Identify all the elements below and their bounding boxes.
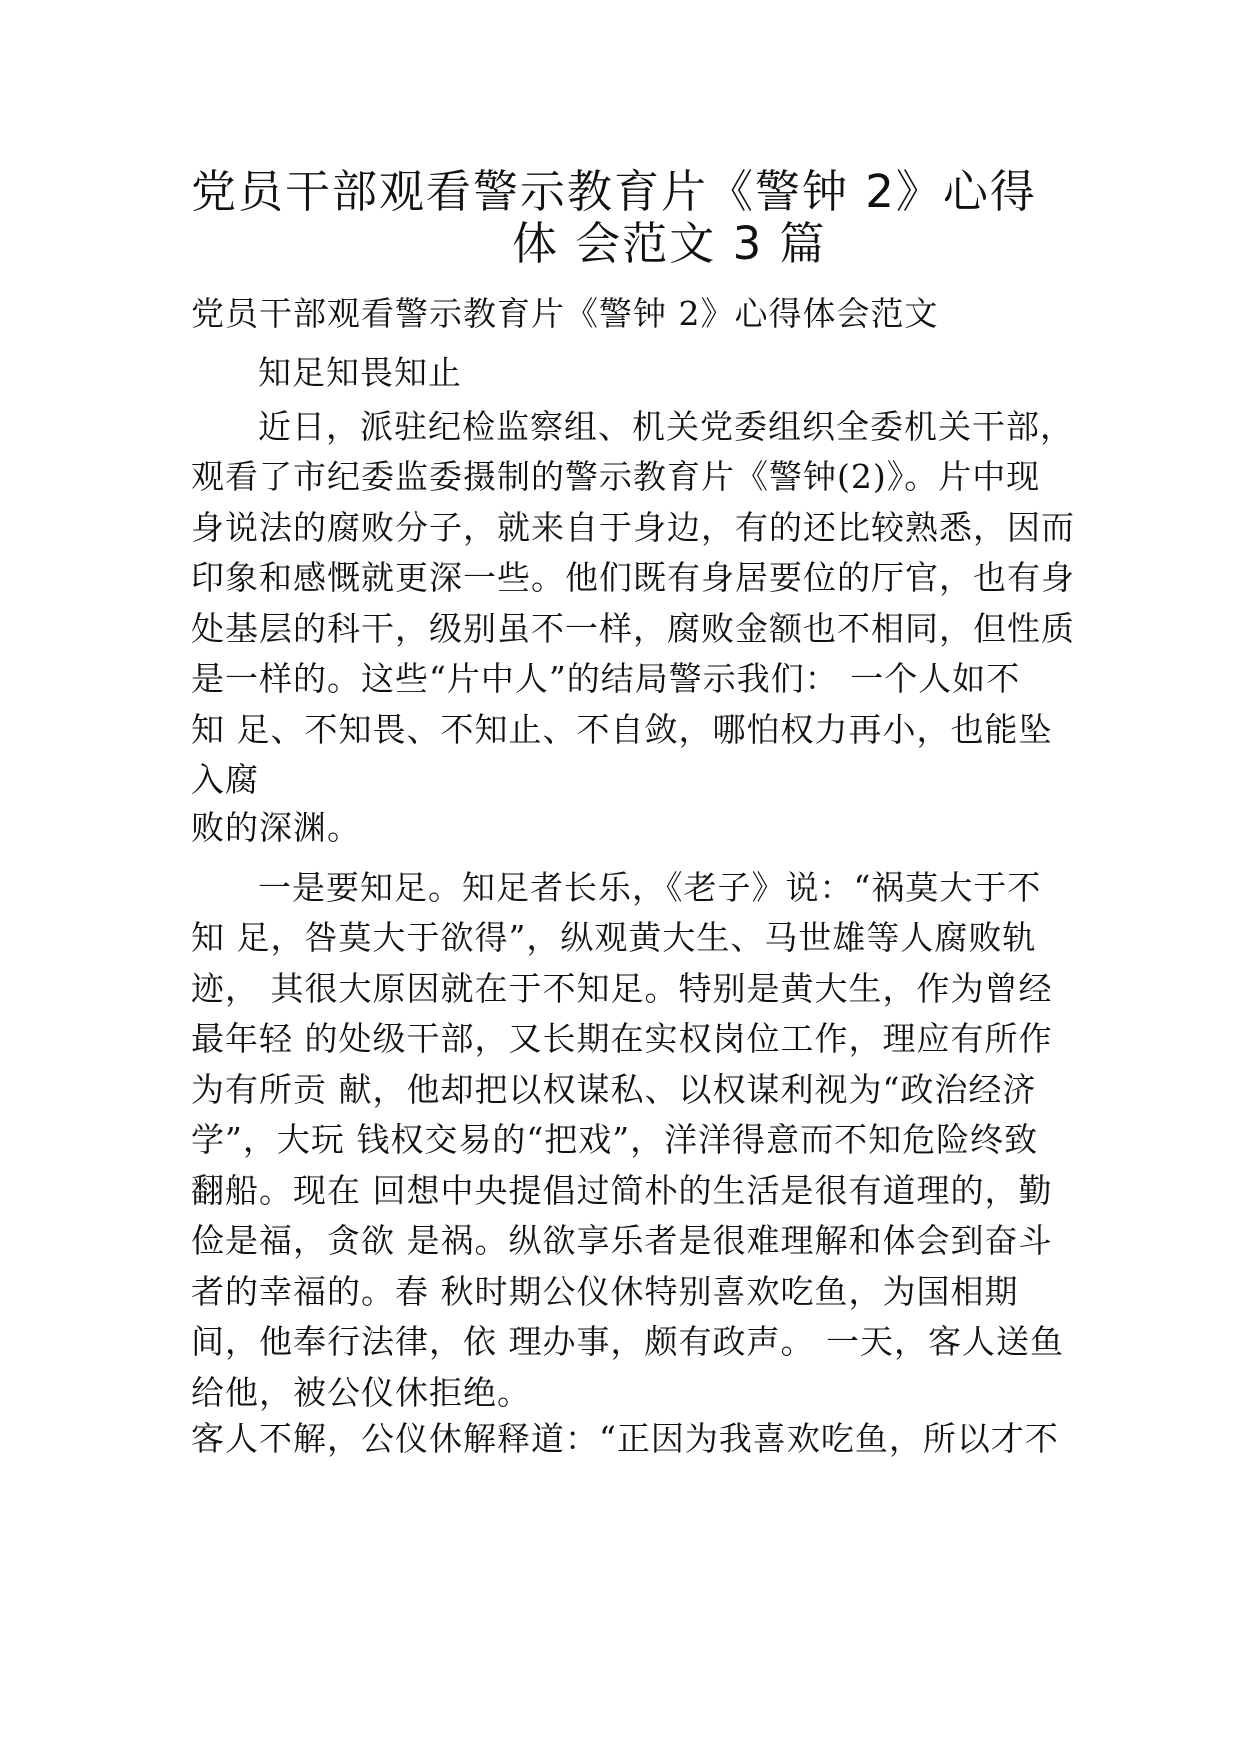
paragraph-line: 最年轻 的处级干部，又长期在实权岗位工作，理应有所作 [191,1019,1053,1058]
paragraph-line: 给他，被公仪休拒绝。 [191,1373,531,1412]
paragraph-line: 翻船。现在 回想中央提倡过简朴的生活是很有道理的，勤 [191,1171,1053,1210]
document-title-line-1: 党员干部观看警示教育片《警钟 2》心得 [191,165,1037,218]
paragraph-line: 观看了市纪委监委摄制的警示教育片《警钟(2)》。片中现 [191,457,1041,496]
paragraph-line: 处基层的科干，级别虽不一样，腐败金额也不相同，但性质 [191,609,1075,648]
paragraph-line: 败的深渊。 [191,808,361,847]
paragraph-line: 知 足、不知畏、不知止、不自敛，哪怕权力再小，也能坠 [191,710,1053,749]
paragraph-line: 学”，大玩 钱权交易的“把戏”，洋洋得意而不知危险终致 [191,1120,1039,1159]
paragraph-line: 客人不解，公仪休解释道：“正因为我喜欢吃鱼，所以才不 [191,1419,1059,1458]
paragraph-line: 为有所贡 献，他却把以权谋私、以权谋利视为“政治经济 [191,1070,1037,1109]
paragraph-line: 近日，派驻纪检监察组、机关党委组织全委机关干部， [258,407,1074,446]
paragraph-line: 一是要知足。知足者长乐，《老子》说：“祸莫大于不 [258,868,1042,907]
paragraph-line: 身说法的腐败分子，就来自于身边，有的还比较熟悉，因而 [191,508,1075,547]
paragraph-line: 俭是福，贪欲 是祸。纵欲享乐者是很难理解和体会到奋斗 [191,1221,1053,1260]
section-heading: 知足知畏知止 [258,353,462,392]
paragraph-line: 是一样的。这些“片中人”的结局警示我们： 一个人如不 [191,659,1021,698]
paragraph-line: 入腐 [191,760,259,799]
paragraph-line: 知 足，咎莫大于欲得”，纵观黄大生、马世雄等人腐败轨 [191,918,1037,957]
paragraph-line: 间，他奉行法律，依 理办事，颇有政声。 一天，客人送鱼 [191,1322,1064,1361]
article-subtitle: 党员干部观看警示教育片《警钟 2》心得体会范文 [191,294,939,333]
paragraph-line: 印象和感慨就更深一些。他们既有身居要位的厅官，也有身 [191,558,1075,597]
paragraph-line: 者的幸福的。春 秋时期公仪休特别喜欢吃鱼，为国相期 [191,1272,1019,1311]
paragraph-line: 迹， 其很大原因就在于不知足。特别是黄大生，作为曾经 [191,969,1053,1008]
document-title-line-2: 体 会范文 3 篇 [512,217,827,270]
